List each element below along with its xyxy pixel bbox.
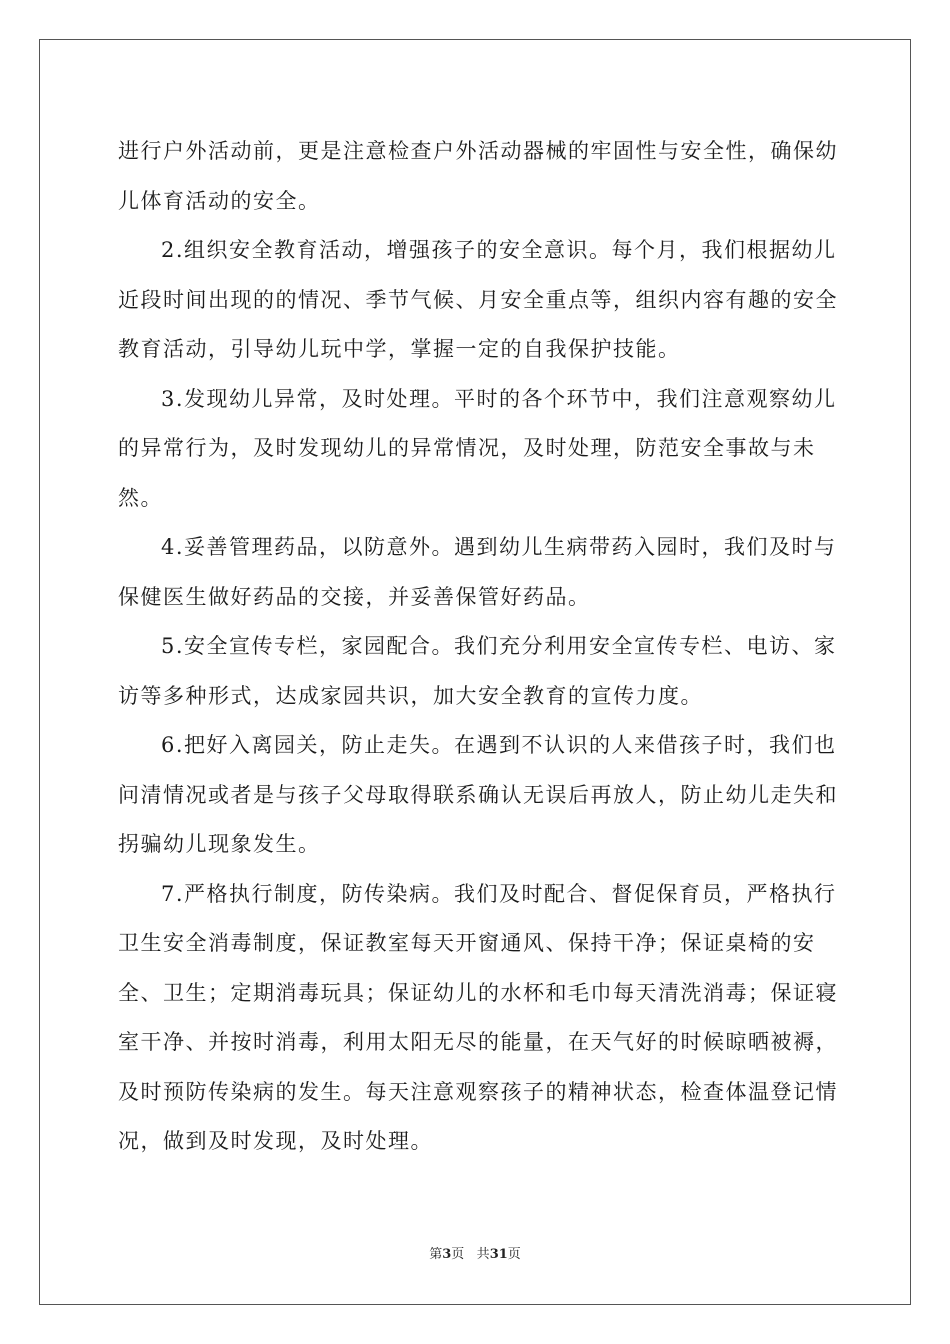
- footer-prefix: 第: [429, 1247, 443, 1262]
- paragraph-1: 进行户外活动前，更是注意检查户外活动器械的牢固性与安全性，确保幼儿体育活动的安全。: [118, 139, 838, 213]
- footer-total-prefix: 共: [476, 1247, 490, 1262]
- total-page-count: 31: [489, 1247, 508, 1262]
- paragraph-7: 7.严格执行制度，防传染病。我们及时配合、督促保育员，严格执行卫生安全消毒制度，保证教室每天开窗通风、保持干净；保证桌椅的安全、卫生；定期消毒玩具；保证幼儿的水杯和毛巾每天清洗消毒；保证寝室干净、并按时消毒，利用太阳无尽的能量，在天气好的时候晾晒被褥，及时预防传染病的发生。每天注意观察孩子的精神状态，检查体温登记情况，做到及时发现，及时处理。: [118, 881, 838, 1153]
- paragraph-5: 5.安全宣传专栏，家园配合。我们充分利用安全宣传专栏、电访、家访等多种形式，达成家园共识，加大安全教育的宣传力度。: [118, 634, 837, 708]
- paragraph-4: 4.妥善管理药品，以防意外。遇到幼儿生病带药入园时，我们及时与保健医生做好药品的交接，并妥善保管好药品。: [118, 535, 837, 609]
- footer-page-suffix: 页: [451, 1247, 465, 1262]
- footer-total-suffix: 页: [507, 1247, 521, 1262]
- current-page-number: 3: [442, 1247, 452, 1262]
- page-footer: [0, 1246, 950, 1264]
- document-body: [118, 127, 838, 1167]
- paragraph-6: 6.把好入离园关，防止走失。在遇到不认识的人来借孩子时，我们也问清情况或者是与孩子父母取得联系确认无误后再放人，防止幼儿走失和拐骗幼儿现象发生。: [118, 733, 838, 856]
- paragraph-2: 2.组织安全教育活动，增强孩子的安全意识。每个月，我们根据幼儿近段时间出现的的情况、季节气候、月安全重点等，组织内容有趣的安全教育活动，引导幼儿玩中学，掌握一定的自我保护技能。: [118, 238, 838, 361]
- paragraph-3: 3.发现幼儿异常，及时处理。平时的各个环节中，我们注意观察幼儿的异常行为，及时发现幼儿的异常情况，及时处理，防范安全事故与未然。: [118, 386, 837, 510]
